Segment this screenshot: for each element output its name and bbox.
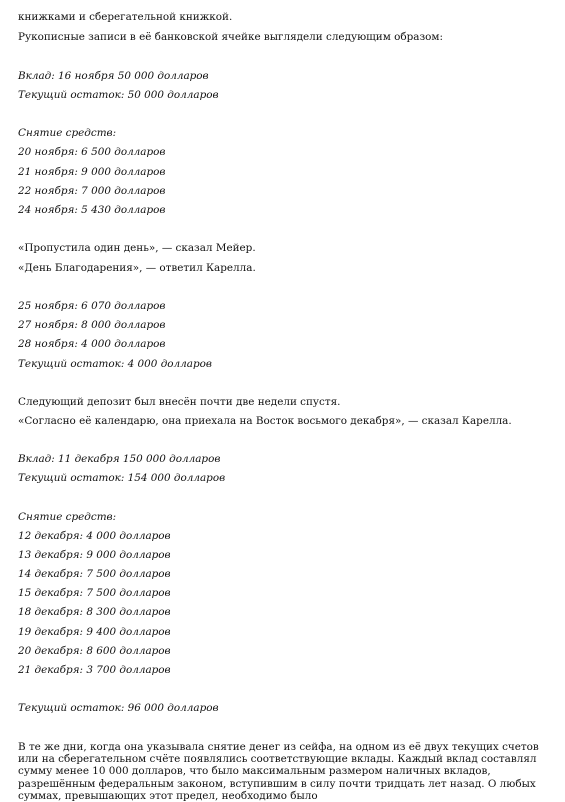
ledger-line: 18 декабря: 8 300 долларов (18, 606, 171, 618)
ledger-line: Текущий остаток: 154 000 долларов (18, 472, 226, 484)
ledger-line: 20 ноября: 6 500 долларов (18, 146, 166, 158)
ledger-line: Текущий остаток: 50 000 долларов (18, 89, 219, 101)
ledger-line: 14 декабря: 7 500 долларов (18, 568, 171, 580)
text-line: Рукописные записи в её банковской ячейке выглядели следующим образом: (18, 31, 443, 43)
ledger-line: Снятие средств: (18, 127, 117, 139)
ledger-line: 12 декабря: 4 000 долларов (18, 530, 171, 542)
body-paragraph: В те же дни, когда она указывала снятие денег из сейфа, на одном из её двух текущих счетов или на сберегательном счёте появлялись соответствующие вклады. Каждый вклад составлял сумму менее 10 000 долларов, что было максимальным размером наличных вкладов, разрешённым федеральным законом, вступившим в силу почти тридцать лет назад. О любых суммах, превышающих этот предел, необходимо было (18, 741, 539, 802)
ledger-line: 28 ноября: 4 000 долларов (18, 338, 166, 350)
ledger-line: 25 ноября: 6 070 долларов (18, 300, 166, 312)
ledger-line: 20 декабря: 8 600 долларов (18, 645, 171, 657)
ledger-line: 13 декабря: 9 000 долларов (18, 549, 171, 561)
ledger-line: Текущий остаток: 96 000 долларов (18, 702, 219, 714)
ledger-line: Снятие средств: (18, 511, 117, 523)
text-line: Следующий депозит был внесён почти две недели спустя. (18, 396, 341, 408)
dialogue-line: «День Благодарения», — ответил Карелла. (18, 262, 256, 274)
ledger-line: 15 декабря: 7 500 долларов (18, 587, 171, 599)
ledger-line: 21 ноября: 9 000 долларов (18, 166, 166, 178)
ledger-line: 22 ноября: 7 000 долларов (18, 185, 166, 197)
ledger-line: 21 декабря: 3 700 долларов (18, 664, 171, 676)
ledger-line: 24 ноября: 5 430 долларов (18, 204, 166, 216)
dialogue-line: «Пропустила один день», — сказал Мейер. (18, 242, 256, 254)
ledger-line: Вклад: 16 ноября 50 000 долларов (18, 70, 209, 82)
ledger-line: 27 ноября: 8 000 долларов (18, 319, 166, 331)
ledger-line: 19 декабря: 9 400 долларов (18, 626, 171, 638)
dialogue-line: «Согласно её календарю, она приехала на Восток восьмого декабря», — сказал Карелла. (18, 415, 512, 427)
ledger-line: Текущий остаток: 4 000 долларов (18, 358, 212, 370)
text-line: книжками и сберегательной книжкой. (18, 11, 233, 23)
ledger-line: Вклад: 11 декабря 150 000 долларов (18, 453, 221, 465)
